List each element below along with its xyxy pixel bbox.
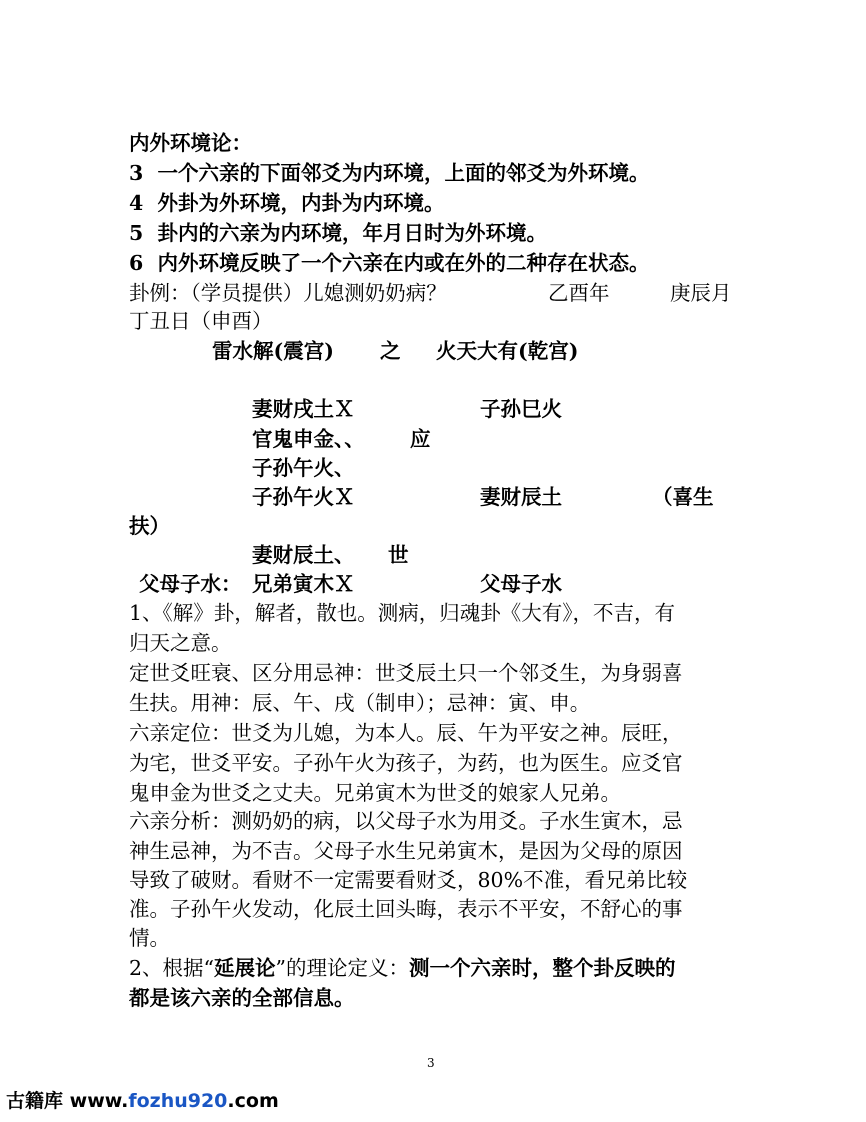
example-day: 丁丑日（申酉） (129, 309, 273, 333)
point-5 (129, 218, 547, 248)
yao-line-6-right: 子孙巳火 (480, 397, 562, 421)
site-name: 古籍库 (6, 1090, 64, 1112)
hidden-spirit: 父母子水： (139, 572, 242, 596)
shi-marker: 世 (388, 543, 409, 567)
site-watermark (6, 1086, 279, 1113)
hexagram-zhi: 之 (380, 339, 401, 363)
ying-marker: 应 (410, 427, 431, 451)
section-heading: 内外环境论： (129, 131, 252, 155)
yao-line-1-left: 兄弟寅木Ｘ (252, 572, 355, 596)
body-line: 归天之意。 (129, 631, 232, 655)
extension-theory-term: 延展论 (214, 956, 276, 980)
point-text: 一个六亲的下面邻爻为内环境，上面的邻爻为外环境。 (157, 161, 650, 185)
final-definition-lead: ”的理论定义： (275, 956, 410, 980)
final-paragraph-line-2: 都是该六亲的全部信息。 (129, 986, 355, 1010)
point-number: 3 (129, 161, 144, 185)
yao-line-3-right: 妻财辰土 (480, 485, 562, 509)
point-6 (129, 248, 650, 278)
page-number: 3 (427, 1056, 435, 1070)
example-month: 庚辰月 (670, 281, 732, 305)
yao-line-4-left: 子孙午火、 (252, 456, 355, 480)
url-domain: fozhu920 (128, 1090, 228, 1112)
body-line: 1、《解》卦，解者，散也。测病，归魂卦《大有》，不吉，有 (129, 601, 676, 625)
point-3 (129, 158, 650, 188)
body-line: 六亲定位：世爻为儿媳，为本人。辰、午为平安之神。辰旺， (129, 721, 683, 745)
body-line: 六亲分析：测奶奶的病，以父母子水为用爻。子水生寅木，忌 (129, 809, 683, 833)
hexagram-changed: 火天大有(乾宫) (436, 339, 579, 363)
point-number: 6 (129, 251, 144, 275)
yao-line-3-left: 子孙午火Ｘ (252, 485, 355, 509)
body-line: 定世爻旺衰、区分用忌神：世爻辰土只一个邻爻生，为身弱喜 (129, 661, 683, 685)
hexagram-main: 雷水解(震宫) (212, 339, 334, 363)
url-suffix: .com (227, 1090, 279, 1112)
example-intro: 卦例：（学员提供）儿媳测奶奶病？ (129, 281, 447, 305)
point-4 (129, 188, 445, 218)
body-line: 导致了破财。看财不一定需要看财爻，80%不准，看兄弟比较 (129, 868, 688, 892)
body-line: 鬼申金为世爻之丈夫。兄弟寅木为世爻的娘家人兄弟。 (129, 781, 621, 805)
yao-line-2-left: 妻财辰土、 (252, 543, 355, 567)
body-line: 准。子孙午火发动，化辰土回头晦，表示不平安，不舒心的事 (129, 897, 683, 921)
body-line: 生扶。用神：辰、午、戌（制申）；忌神：寅、申。 (129, 691, 591, 715)
body-line: 为宅，世爻平安。子孙午火为孩子，为药，也为医生。应爻官 (129, 751, 683, 775)
yao-line-3-note: （喜生 (652, 485, 714, 509)
final-statement: 测一个六亲时，整个卦反映的 (409, 956, 676, 980)
body-line: 情。 (129, 926, 170, 950)
yao-line-5-left: 官鬼申金、、 (252, 427, 365, 451)
final-paragraph-line-1 (129, 953, 676, 983)
yao-line-1-right: 父母子水 (480, 572, 562, 596)
yao-line-6-left: 妻财戌土Ｘ (252, 397, 355, 421)
final-prefix: 2、根据“ (129, 956, 215, 980)
point-text: 外卦为外环境，内卦为内环境。 (157, 191, 445, 215)
point-number: 4 (129, 191, 144, 215)
point-number: 5 (129, 221, 144, 245)
site-url (70, 1090, 279, 1112)
point-text: 卦内的六亲为内环境，年月日时为外环境。 (157, 221, 548, 245)
body-line: 神生忌神，为不吉。父母子水生兄弟寅木，是因为父母的原因 (129, 839, 683, 863)
note-wrap: 扶） (129, 514, 170, 538)
point-text: 内外环境反映了一个六亲在内或在外的二种存在状态。 (157, 251, 650, 275)
example-year: 乙酉年 (548, 281, 610, 305)
url-prefix: www. (69, 1090, 129, 1112)
